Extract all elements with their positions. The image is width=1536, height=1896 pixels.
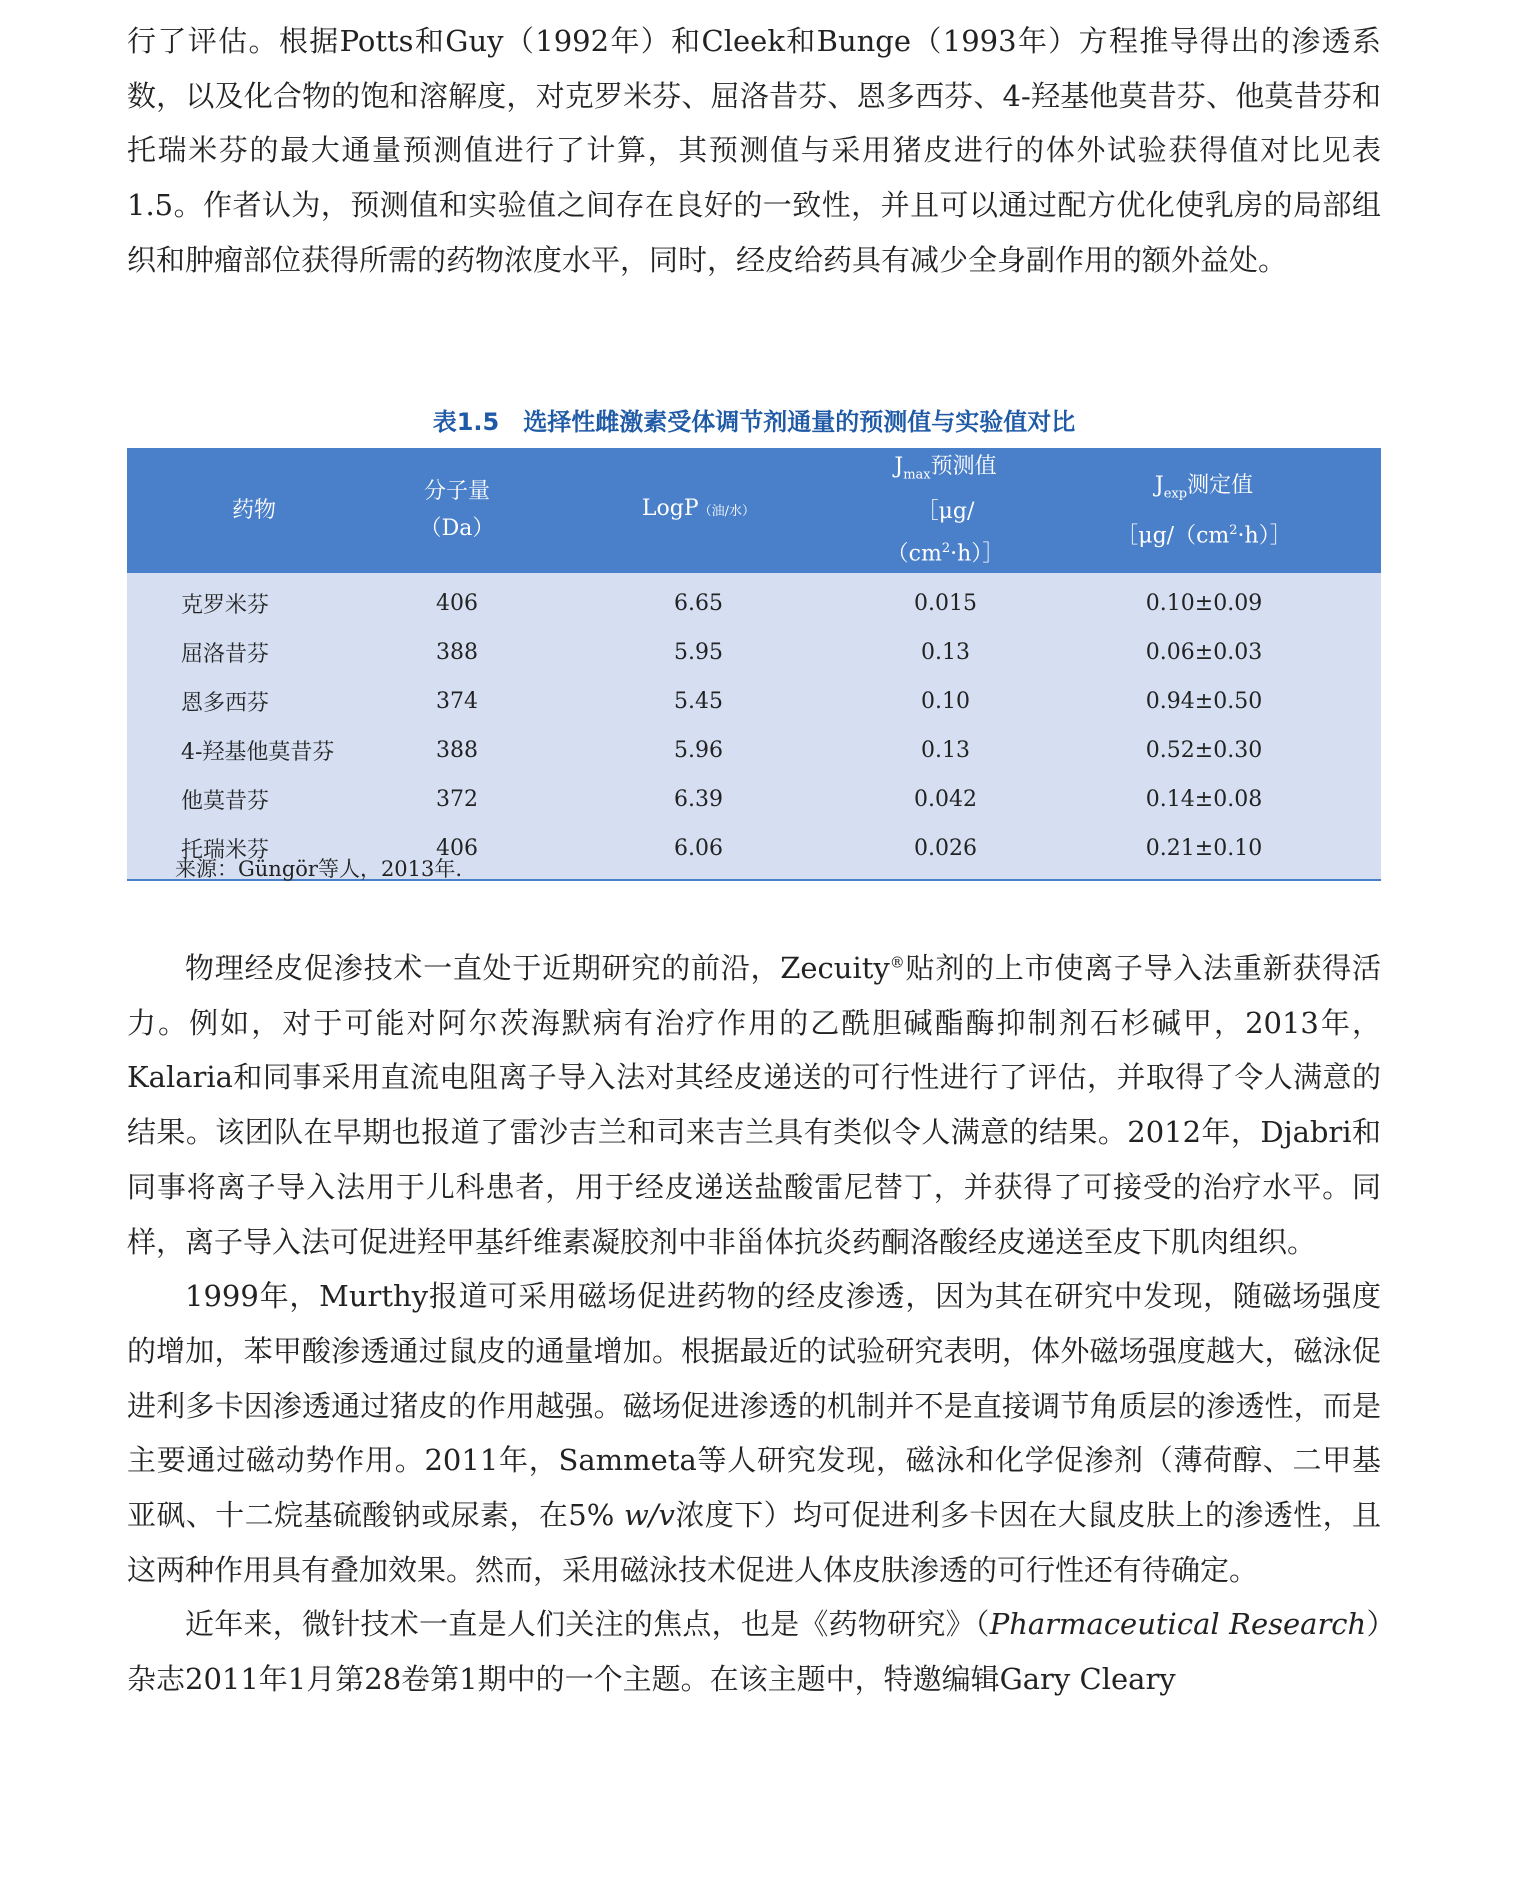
cell-jmax: 0.026: [864, 824, 1027, 880]
table-source-note: 来源：Güngör等人，2013年.: [175, 857, 463, 881]
header-jmax: $J_{max}$预测值 $[\mu g/(cm^2\cdot h)]$: [864, 448, 1027, 573]
cell-jexp: 0.10±0.09: [1027, 573, 1381, 628]
cell-jexp: 0.52±0.30: [1027, 726, 1381, 775]
cell-logp: 5.96: [533, 726, 864, 775]
intro-paragraph: [127, 14, 1381, 288]
cell-drug: 4-羟基他莫昔芬: [127, 726, 381, 775]
cell-jmax: 0.13: [864, 628, 1027, 677]
cell-jmax: 0.042: [864, 775, 1027, 824]
cell-logp: 6.06: [533, 824, 864, 880]
paragraph-magnetophoresis: 1999年，Murthy报道可采用磁场促进药物的经皮渗透，因为其在研究中发现，随磁场强度的增加，苯甲酸渗透通过鼠皮的通量增加。根据最近的试验研究表明，体外磁场强度越大，磁泳促进利多卡因渗透通过猪皮的作用越强。磁场促进渗透的机制并不是直接调节角质层的渗透性，而是主要通过磁动势作用。2011年，Sammeta等人研究发现，磁泳和化学促渗剂（薄荷醇、二甲基亚砜、十二烷基硫酸钠或尿素，在5% w/v浓度下）均可促进利多卡因在大鼠皮肤上的渗透性，且这两种作用具有叠加效果。然而，采用磁泳技术促进人体皮肤渗透的可行性还有待确定。: [127, 1279, 1381, 1587]
cell-drug: 托瑞米芬: [127, 824, 381, 880]
cell-drug: 克罗米芬: [127, 573, 381, 628]
table-caption: 表1.5 选择性雌激素受体调节剂通量的预测值与实验值对比: [432, 408, 1076, 436]
cell-mw: 388: [381, 726, 533, 775]
registered-mark: ®: [889, 953, 905, 972]
header-logp: [533, 448, 864, 573]
paragraph-microneedles: 近年来，微针技术一直是人们关注的焦点，也是《药物研究》（Pharmaceutical Research）杂志2011年1月第28卷第1期中的一个主题。在该主题中，特邀编辑Gary Cleary: [127, 1607, 1381, 1697]
cell-mw: 388: [381, 628, 533, 677]
cell-jmax: 0.015: [864, 573, 1027, 628]
body-paragraphs: [127, 941, 1381, 1707]
cell-jmax: 0.10: [864, 677, 1027, 726]
header-jexp-unit: $[\mu g/(cm^2\cdot h)]$: [1116, 522, 1292, 549]
table-row: [127, 677, 1381, 726]
paragraph-iontophoresis: 物理经皮促渗技术一直处于近期研究的前沿，Zecuity®贴剂的上市使离子导入法重新获得活力。例如，对于可能对阿尔茨海默病有治疗作用的乙酰胆碱酯酶抑制剂石杉碱甲，2013年，Kalaria和同事采用直流电阻离子导入法对其经皮递送的可行性进行了评估，并取得了令人满意的结果。该团队在早期也报道了雷沙吉兰和司来吉兰具有类似令人满意的结果。2012年，Djabri和同事将离子导入法用于儿科患者，用于经皮递送盐酸雷尼替丁，并获得了可接受的治疗水平。同样，离子导入法可促进羟甲基纤维素凝胶剂中非甾体抗炎药酮洛酸经皮递送至皮下肌肉组织。: [127, 951, 1381, 1259]
cell-drug: 他莫昔芬: [127, 775, 381, 824]
table-row: [127, 775, 1381, 824]
cell-jexp: 0.14±0.08: [1027, 775, 1381, 824]
cell-mw: 372: [381, 775, 533, 824]
header-molecular-weight: [381, 448, 533, 573]
cell-logp: 6.65: [533, 573, 864, 628]
cell-mw: 406: [381, 573, 533, 628]
cell-logp: 5.45: [533, 677, 864, 726]
table-row: [127, 726, 1381, 775]
cell-drug: 恩多西芬: [127, 677, 381, 726]
header-jexp: $J_{exp}$测定值 $[\mu g/(cm^2\cdot h)]$: [1027, 448, 1381, 573]
cell-mw: 406: [381, 824, 533, 880]
cell-jexp: 0.94±0.50: [1027, 677, 1381, 726]
data-table: [127, 448, 1381, 881]
table-row: [127, 573, 1381, 628]
header-logp-note: （油/水）: [698, 504, 756, 520]
cell-logp: 5.95: [533, 628, 864, 677]
header-logp-label: LogP: [641, 496, 699, 522]
cell-drug: 屈洛昔芬: [127, 628, 381, 677]
header-jmax-unit: $[\mu g/(cm^2\cdot h)]$: [886, 499, 1005, 567]
table-header-row: [127, 448, 1381, 573]
cell-logp: 6.39: [533, 775, 864, 824]
cell-mw: 374: [381, 677, 533, 726]
intro-text: 行了评估。根据Potts和Guy（1992年）和Cleek和Bunge（1993年）方程推导得出的渗透系数，以及化合物的饱和溶解度，对克罗米芬、屈洛昔芬、恩多西芬、4-羟基他莫昔芬、他莫昔芬和托瑞米芬的最大通量预测值进行了计算，其预测值与采用猪皮进行的体外试验获得值对比见表1.5。作者认为，预测值和实验值之间存在良好的一致性，并且可以通过配方优化使乳房的局部组织和肿瘤部位获得所需的药物浓度水平，同时，经皮给药具有减少全身副作用的额外益处。: [127, 24, 1381, 277]
header-mw-unit: （Da）: [419, 516, 495, 542]
cell-jexp: 0.06±0.03: [1027, 628, 1381, 677]
cell-jmax: 0.13: [864, 726, 1027, 775]
table-row: [127, 628, 1381, 677]
header-mw-label: 分子量: [423, 479, 490, 505]
header-drug: 药物: [127, 448, 381, 573]
cell-jexp: 0.21±0.10: [1027, 824, 1381, 880]
